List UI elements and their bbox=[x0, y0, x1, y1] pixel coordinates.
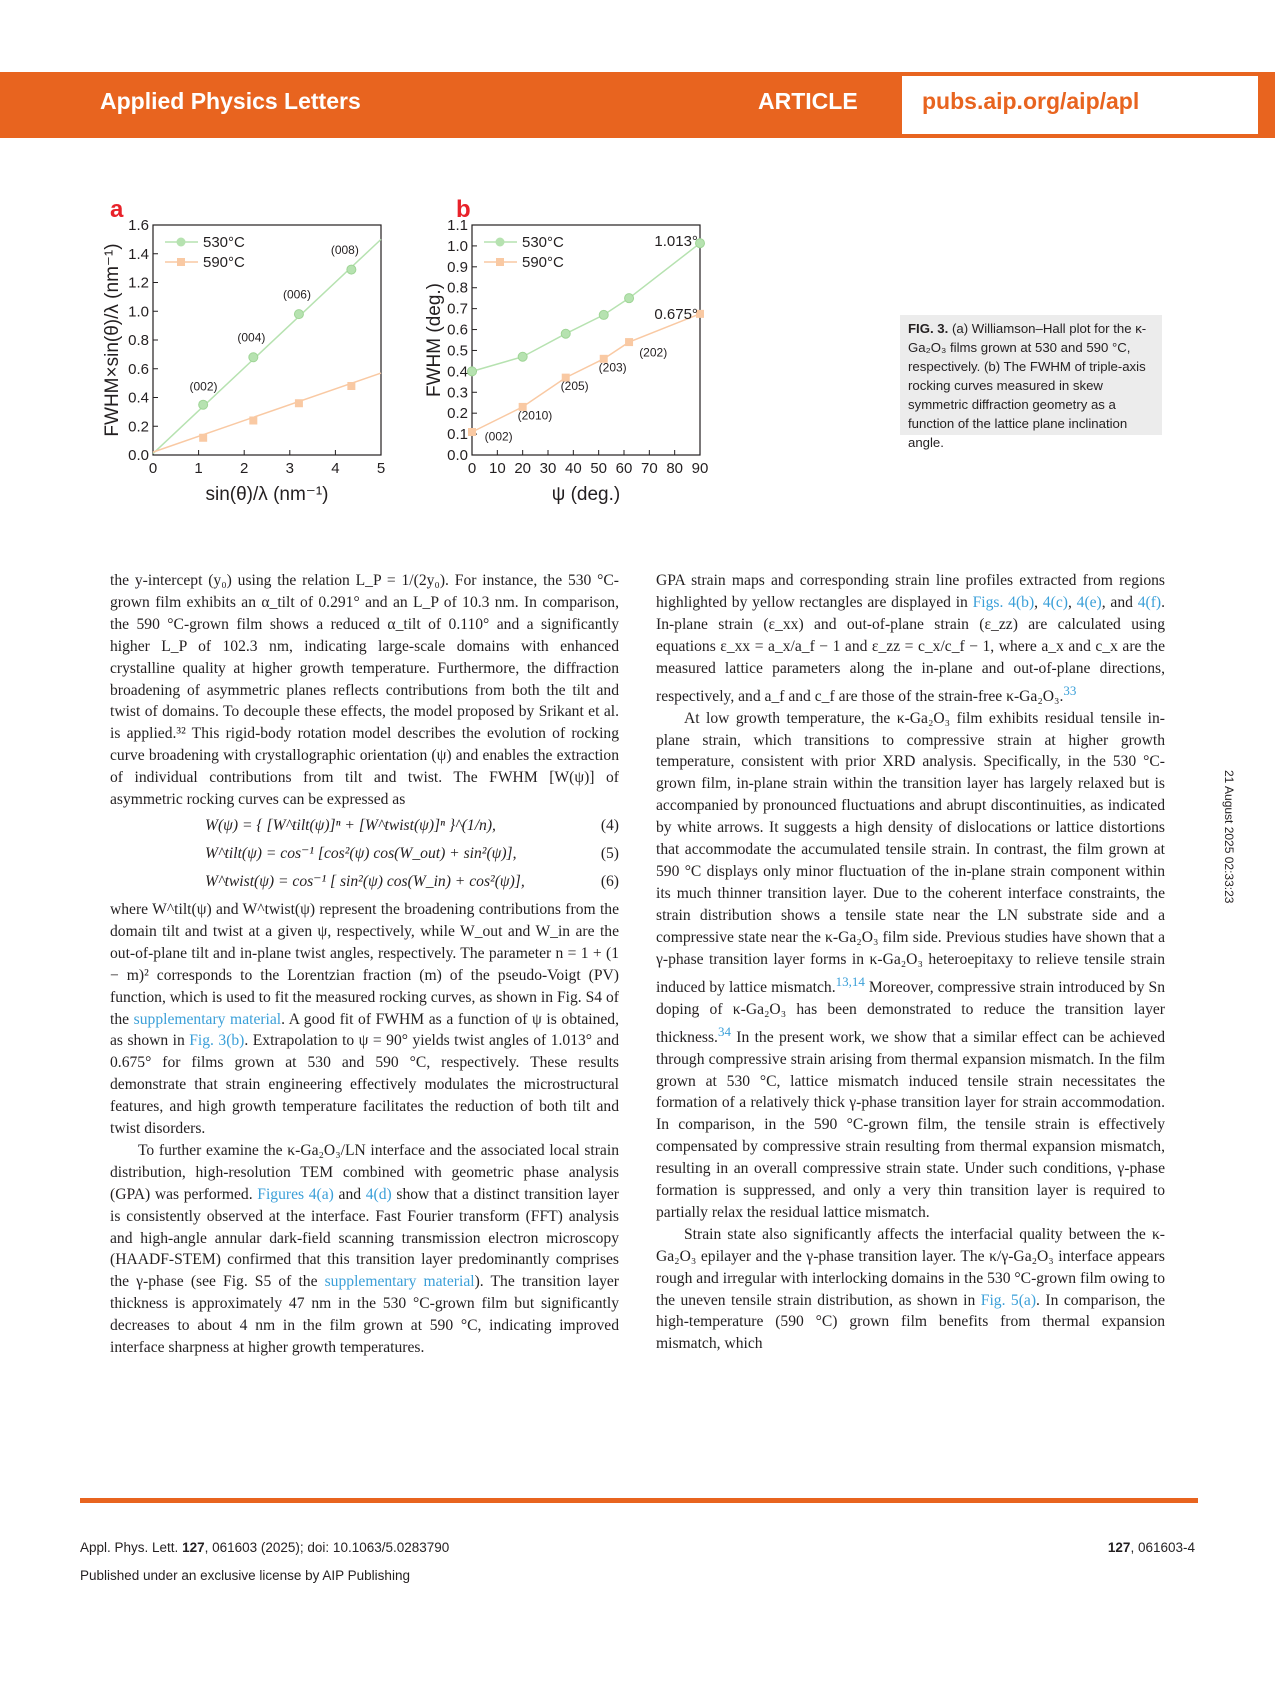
x-tick-label: 20 bbox=[514, 460, 532, 477]
text-run: GPA strain maps and corresponding strain line profiles extracted from regions highlighted by yellow rectangles are displayed in bbox=[656, 572, 1165, 611]
fig-4a-link[interactable]: Figures 4(a) bbox=[257, 1185, 334, 1203]
text-run: show that a distinct transition layer is consistently observed at the interface. Fast Fourier transform (FFT) analysis and high-angle annular dark-field scanning transmission electron microscopy (HAADF-STEM) confirmed that this transition layer predominantly comprises the γ-phase (see Fig. S5 of the bbox=[110, 1185, 619, 1291]
williamson-hall-chart bbox=[90, 217, 420, 540]
y-tick-label: 0.2 bbox=[447, 405, 468, 423]
footer-citation bbox=[80, 1540, 449, 1555]
equation-6-text: W^twist(ψ) = cos⁻¹ [ sin²(ψ) cos(W_in) + cos²(ψ)], bbox=[205, 872, 525, 890]
journal-url-link[interactable]: pubs.aip.org/aip/apl bbox=[922, 88, 1140, 114]
y-tick-label: 0.0 bbox=[128, 447, 149, 464]
journal-title: Applied Physics Letters bbox=[100, 88, 361, 114]
data-point-590 bbox=[249, 417, 257, 425]
text-run: At low growth temperature, the κ-Ga₂O₃ film exhibits residual tensile in-plane strain, which transitions to compressive strain at higher growth temperature, consistent with prior XRD analysis. Specifically, in the 530 °C-grown film, in-plane strain within the transition layer has largely relaxed but is accompanied by pronounced fluctuations and abrupt discontinuities, as indicated by white arrows. It suggests a high density of dislocations or lattice distortions that accommodate the accumulated tensile strain. In contrast, the film grown at 590 °C displays only minor fluctuation of the in-plane strain component within its much thinner transition layer. Due to the coherent interface constraints, the strain distribution shows a tensile state near the LN substrate side and a compressive state near the κ-Ga₂O₃ film side. Previous studies have shown that a γ-phase transition layer forms in κ-Ga₂O₃ heteroepitaxy to relieve tensile strain induced by lattice mismatch. bbox=[656, 709, 1165, 996]
panel-label-b: b bbox=[456, 196, 471, 223]
y-tick-label: 0.1 bbox=[447, 426, 468, 444]
y-tick-label: 0.6 bbox=[447, 321, 468, 339]
y-tick-label: 0.4 bbox=[447, 363, 468, 381]
legend-label: 590°C bbox=[203, 254, 245, 271]
fig-4d-link[interactable]: 4(d) bbox=[365, 1185, 392, 1203]
legend-label: 590°C bbox=[522, 254, 564, 271]
reference-34-link[interactable]: 34 bbox=[717, 1023, 731, 1039]
journal-url-box[interactable] bbox=[902, 76, 1258, 134]
panel-label-a: a bbox=[110, 196, 124, 223]
data-point-590 bbox=[295, 399, 303, 407]
data-point-530 bbox=[561, 329, 570, 338]
fig-3b-link[interactable]: Fig. 3(b) bbox=[189, 1032, 245, 1050]
right-column bbox=[656, 570, 1165, 1355]
fwhm-vs-psi-chart bbox=[424, 217, 765, 540]
fit-curve bbox=[472, 314, 700, 432]
legend-marker-590 bbox=[496, 258, 504, 266]
point-annotation: (004) bbox=[237, 330, 266, 345]
figure-caption bbox=[900, 315, 1162, 450]
x-tick-label: 3 bbox=[285, 460, 294, 477]
y-tick-label: 0.6 bbox=[128, 360, 149, 378]
fig-4e-link[interactable]: 4(e) bbox=[1076, 593, 1102, 611]
text-run: In the present work, we show that a similar effect can be achieved through compressive strain arising from thermal expansion mismatch. In the film grown at 530 °C, lattice mismatch induced tensile strain necessitates the formation of a relatively thick γ-phase transition layer for strain accommodation. In comparison, in the 590 °C-grown film, the tensile strain is effectively compensated by compressive strain resulting from thermal expansion mismatch, resulting in an overall compressive strain state. Under such conditions, γ-phase formation is suppressed, and only a very thin transition layer is required to partially relax the residual lattice mismatch. bbox=[656, 1028, 1165, 1221]
text-run: Moreover, compressive strain introduced by Sn doping of κ-Ga₂O₃ has been demonstrated to reduce the transition layer thickness. bbox=[656, 978, 1165, 1046]
x-axis-label: sin(θ)/λ (nm⁻¹) bbox=[205, 484, 329, 505]
x-tick-label: 30 bbox=[539, 460, 557, 477]
equation-5-number: (5) bbox=[600, 844, 619, 862]
reference-13-14-link[interactable]: 13,14 bbox=[835, 973, 865, 989]
data-point-530 bbox=[599, 310, 608, 319]
x-tick-label: 5 bbox=[376, 460, 386, 477]
x-tick-label: 1 bbox=[194, 460, 203, 477]
article-type: ARTICLE bbox=[758, 88, 858, 114]
data-point-530 bbox=[199, 400, 208, 409]
x-tick-label: 90 bbox=[691, 460, 709, 477]
equation-6 bbox=[110, 871, 619, 895]
legend-marker-530 bbox=[177, 238, 186, 247]
caption-text: (a) Williamson–Hall plot for the κ-Ga₂O₃ films grown at 530 and 590 °C, respectively. (b) The FWHM of triple-axis rocking curves measured in skew symmetric diffraction geometry as a function of the lattice plane inclination angle. bbox=[908, 321, 1147, 450]
fig-4f-link[interactable]: 4(f) bbox=[1137, 593, 1162, 611]
text-run: ). The transition layer thickness is approximately 47 nm in the 530 °C-grown film but significantly decreases to about 4 nm in the film grown at 590 °C, indicating improved interface sharpness at higher growth temperatures. bbox=[110, 1273, 619, 1357]
equation-5 bbox=[110, 843, 619, 867]
text-run: Appl. Phys. Lett. bbox=[80, 1540, 183, 1555]
legend-marker-530 bbox=[496, 238, 505, 247]
y-tick-label: 0.3 bbox=[447, 384, 468, 402]
text-run: . A good fit of FWHM as a function of ψ is obtained, as shown in bbox=[110, 1010, 619, 1050]
y-tick-label: 1.0 bbox=[447, 237, 468, 255]
point-annotation: (008) bbox=[330, 242, 359, 257]
right-paragraph-2 bbox=[656, 708, 1165, 1224]
y-tick-label: 0.0 bbox=[447, 447, 468, 464]
plot-frame bbox=[472, 225, 700, 455]
point-annotation: 1.013° bbox=[654, 232, 698, 250]
x-tick-label: 50 bbox=[590, 460, 608, 477]
text-run: To further examine the κ-Ga₂O₃/LN interface and the associated local strain distribution, high-resolution TEM combined with geometric phase analysis (GPA) was performed. bbox=[110, 1141, 619, 1203]
y-tick-label: 1.4 bbox=[128, 245, 149, 263]
y-tick-label: 1.2 bbox=[128, 274, 149, 292]
x-tick-label: 2 bbox=[240, 460, 249, 477]
text-run: . In comparison, the high-temperature (590 °C) grown film benefits from thermal expansion mismatch, which bbox=[656, 1291, 1166, 1353]
y-tick-label: 1.6 bbox=[128, 217, 149, 234]
fig-5a-link[interactable]: Fig. 5(a) bbox=[980, 1291, 1037, 1309]
left-paragraph-3 bbox=[110, 1140, 619, 1359]
point-annotation: (002) bbox=[189, 379, 218, 394]
x-tick-label: 70 bbox=[640, 460, 658, 477]
text-run: Strain state also significantly affects the interfacial quality between the κ-Ga₂O₃ epilayer and the γ-phase transition layer. The κ/γ-Ga₂O₃ interface appears rough and irregular with interlocking domains in the 530 °C-grown film owing to the uneven tensile strain distribution, as shown in bbox=[656, 1225, 1165, 1309]
text-run: where W^tilt(ψ) and W^twist(ψ) represent the broadening contributions from the domain tilt and twist at a given ψ, respectively, while W_out and W_in are the out-of-plane tilt and in-plane twist angles, respectively. The parameter n = 1 + (1 − m)² corresponds to the Lorentzian fraction (m) of the pseudo-Voigt (PV) function, which is used to fit the measured rocking curves, as shown in Fig. S4 of the bbox=[110, 900, 619, 1028]
caption-label: FIG. 3. bbox=[908, 321, 949, 336]
y-tick-label: 0.4 bbox=[128, 389, 149, 407]
supplementary-material-link[interactable]: supplementary material bbox=[133, 1010, 282, 1028]
y-tick-label: 0.7 bbox=[447, 300, 468, 318]
y-tick-label: 0.2 bbox=[128, 418, 149, 436]
text-run: . Extrapolation to ψ = 90° yields twist angles of 1.013° and 0.675° for films grown at 530 and 590 °C, respectively. These results demonstrate that strain engineering effectively modulates the microstructural features, and high growth temperature facilitates the reduction of both tilt and twist disorders. bbox=[110, 1032, 619, 1138]
point-annotation: (006) bbox=[282, 287, 311, 302]
equation-4-text: W(ψ) = { [W^tilt(ψ)]ⁿ + [W^twist(ψ)]ⁿ }^(1/n), bbox=[205, 816, 496, 834]
text-run: , 061603 (2025); doi: 10.1063/5.0283790 bbox=[204, 1540, 450, 1555]
x-tick-label: 80 bbox=[666, 460, 684, 477]
y-tick-label: 1.1 bbox=[447, 217, 468, 234]
right-paragraph-3 bbox=[656, 1224, 1165, 1355]
x-tick-label: 4 bbox=[331, 460, 340, 477]
point-annotation: (205) bbox=[560, 379, 589, 394]
point-annotation: (202) bbox=[639, 345, 668, 360]
x-tick-label: 0 bbox=[148, 460, 158, 477]
citation-volume: 127 bbox=[182, 1540, 205, 1555]
y-axis-label: FWHM×sin(θ)/λ (nm⁻¹) bbox=[102, 243, 123, 437]
y-tick-label: 0.9 bbox=[447, 258, 468, 276]
footer-page-number bbox=[1108, 1540, 1195, 1555]
download-timestamp: 21 August 2025 02:33:23 bbox=[1222, 770, 1236, 904]
legend-label: 530°C bbox=[203, 234, 245, 251]
fit-line bbox=[153, 373, 381, 452]
supplementary-material-link-2[interactable]: supplementary material bbox=[324, 1273, 475, 1291]
data-point-590 bbox=[347, 382, 355, 390]
data-point-530 bbox=[468, 367, 477, 376]
legend-label: 530°C bbox=[522, 234, 564, 251]
equation-6-number: (6) bbox=[600, 872, 619, 890]
data-point-530 bbox=[294, 310, 303, 319]
x-tick-label: 40 bbox=[564, 460, 582, 477]
equation-4 bbox=[110, 815, 619, 839]
y-axis-label: FWHM (deg.) bbox=[424, 283, 445, 397]
equation-5-text: W^tilt(ψ) = cos⁻¹ [cos²(ψ) cos(W_out) + sin²(ψ)], bbox=[205, 844, 517, 862]
text-run: and bbox=[333, 1185, 366, 1203]
x-tick-label: 60 bbox=[615, 460, 633, 477]
text-run: , bbox=[1034, 593, 1043, 611]
x-tick-label: 0 bbox=[467, 460, 477, 477]
text-run: , and bbox=[1101, 593, 1138, 611]
text-run: , bbox=[1067, 593, 1077, 611]
journal-banner bbox=[0, 72, 1275, 138]
y-tick-label: 1.0 bbox=[128, 303, 149, 321]
data-point-590 bbox=[199, 434, 207, 442]
data-point-530 bbox=[518, 352, 527, 361]
legend-marker-590 bbox=[177, 258, 185, 266]
point-annotation: (203) bbox=[598, 360, 627, 375]
point-annotation: (2010) bbox=[517, 408, 553, 423]
y-tick-label: 0.8 bbox=[128, 332, 149, 349]
left-paragraph-1: the y-intercept (y₀) using the relation L_P = 1/(2y₀). For instance, the 530 °C-grown film exhibits an α_tilt of 0.291° and an L_P of 10.3 nm. In comparison, the 590 °C-grown film shows a reduced α_tilt of 0.110° and a significantly higher L_P of 102.3 nm, indicating large-scale domains with enhanced crystalline quality at higher growth temperature. Furthermore, the diffraction broadening of asymmetric planes reflects contributions from both the tilt and twist of domains. To decouple these effects, the model proposed by Srikant et al. is applied.³² This rigid-body rotation model describes the evolution of rocking curve broadening with crystallographic orientation (ψ) and enables the extraction of individual contributions from tilt and twist. The FWHM [W(ψ)] of asymmetric rocking curves can be expressed as bbox=[110, 572, 619, 809]
point-annotation: (002) bbox=[484, 429, 513, 444]
text-run: , 061603-4 bbox=[1130, 1540, 1195, 1555]
y-tick-label: 0.5 bbox=[447, 342, 468, 360]
left-paragraph-2 bbox=[110, 899, 619, 1140]
right-paragraph-1 bbox=[656, 570, 1165, 708]
equation-4-number: (4) bbox=[600, 816, 619, 834]
left-column bbox=[110, 570, 619, 1359]
fig-4c-link[interactable]: 4(c) bbox=[1042, 593, 1068, 611]
point-annotation: 0.675° bbox=[654, 306, 698, 324]
footer-rule bbox=[80, 1498, 1198, 1503]
data-point-590 bbox=[468, 428, 476, 436]
fig-4b-link[interactable]: Figs. 4(b) bbox=[972, 593, 1035, 611]
footer-license: Published under an exclusive license by AIP Publishing bbox=[80, 1568, 410, 1583]
y-tick-label: 0.8 bbox=[447, 279, 468, 297]
data-point-530 bbox=[249, 353, 258, 362]
text-run: . In-plane strain (ε_xx) and out-of-plane strain (ε_zz) are calculated using equations ε_xx = a_x/a_f − 1 and ε_zz = c_x/c_f − 1, where a_x and c_x are the measured lattice parameters along the in-plane and out-of-plane directions, respectively, and a_f and c_f are those of the strain-free κ-Ga₂O₃. bbox=[656, 593, 1166, 705]
x-tick-label: 10 bbox=[488, 460, 506, 477]
x-axis-label: ψ (deg.) bbox=[551, 484, 621, 505]
data-point-530 bbox=[625, 294, 634, 303]
data-point-530 bbox=[347, 265, 356, 274]
page-volume: 127 bbox=[1107, 1540, 1131, 1555]
data-point-590 bbox=[625, 338, 633, 346]
reference-33-link[interactable]: 33 bbox=[1063, 682, 1077, 698]
